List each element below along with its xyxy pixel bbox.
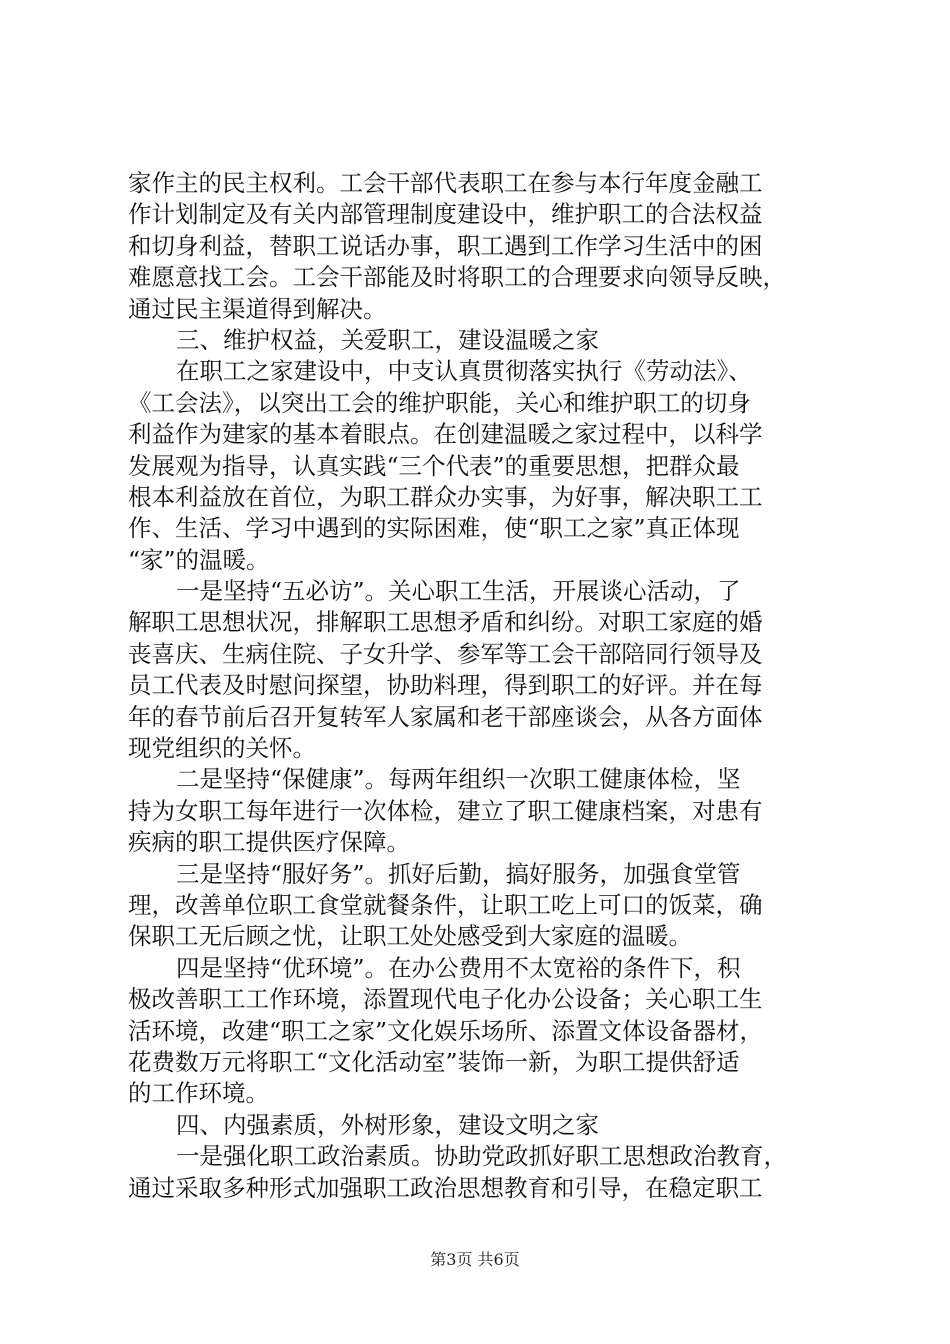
text-line: 和切身利益，替职工说话办事，职工遇到工作学习生活中的困 — [128, 231, 763, 260]
text-line: 年的春节前后召开复转军人家属和老干部座谈会，从各方面体 — [128, 702, 763, 731]
text-line: 《工会法》，以突出工会的维护职能，关心和维护职工的切身 — [128, 388, 751, 417]
text-line: 持为女职工每年进行一次体检，建立了职工健康档案，对患有 — [128, 796, 763, 825]
text-line: 在职工之家建设中，中支认真贯彻落实执行《劳动法》、 — [176, 357, 752, 386]
text-line: 一是坚持“五必访”。关心职工生活，开展谈心活动，了 — [176, 577, 741, 606]
text-line: 家作主的民主权利。工会干部代表职工在参与本行年度金融工 — [128, 169, 763, 197]
page-number: 第3页 共6页 — [430, 1250, 520, 1269]
body-text — [128, 168, 838, 1204]
text-line: 花费数万元将职工“文化活动室”装饰一新，为职工提供舒适 — [128, 1047, 740, 1076]
text-line: 根本利益放在首位，为职工群众办实事，为好事，解决职工工 — [128, 482, 763, 511]
text-line: 发展观为指导，认真实践“三个代表”的重要思想，把群众最 — [128, 451, 740, 480]
text-line: 解职工思想状况，排解职工思想矛盾和纠纷。对职工家庭的婚 — [128, 608, 763, 637]
text-line: 疾病的职工提供医疗保障。 — [128, 828, 410, 857]
section-heading: 三、维护权益，关爱职工，建设温暖之家 — [176, 325, 599, 354]
text-line: 通过采取多种形式加强职工政治思想教育和引导，在稳定职工 — [128, 1173, 763, 1202]
text-line: 员工代表及时慰问探望，协助料理，得到职工的好评。并在每 — [128, 671, 763, 700]
text-line: 极改善职工工作环境，添置现代电子化办公设备；关心职工生 — [128, 985, 763, 1014]
text-line: 难愿意找工会。工会干部能及时将职工的合理要求向领导反映， — [128, 263, 786, 292]
text-line: 利益作为建家的基本着眼点。在创建温暖之家过程中，以科学 — [128, 420, 763, 449]
text-line: 理，改善单位职工食堂就餐条件，让职工吃上可口的饭菜，确 — [128, 890, 763, 919]
text-line: 的工作环境。 — [128, 1079, 269, 1108]
text-line: 二是坚持“保健康”。每两年组织一次职工健康体检，坚 — [176, 765, 741, 794]
text-line: 现党组织的关怀。 — [128, 734, 316, 763]
text-line: 丧喜庆、生病住院、子女升学、参军等工会干部陪同行领导及 — [128, 639, 763, 668]
text-line: 保职工无后顾之忧，让职工处处感受到大家庭的温暖。 — [128, 922, 692, 951]
section-heading: 四、内强素质，外树形象，建设文明之家 — [176, 1110, 599, 1139]
text-line: 活环境，改建“职工之家”文化娱乐场所、添置文体设备器材， — [128, 1016, 764, 1045]
text-line: “家”的温暖。 — [128, 545, 270, 574]
text-line: 三是坚持“服好务”。抓好后勤，搞好服务，加强食堂管 — [176, 859, 741, 888]
text-line: 作计划制定及有关内部管理制度建设中，维护职工的合法权益 — [128, 200, 763, 229]
text-line: 作、生活、学习中遇到的实际困难，使“职工之家”真正体现 — [128, 514, 740, 543]
text-line: 四是坚持“优环境”。在办公费用不太宽裕的条件下，积 — [176, 953, 741, 982]
page-footer — [0, 1250, 950, 1270]
text-line: 一是强化职工政治素质。协助党政抓好职工思想政治教育， — [176, 1142, 787, 1171]
text-line: 通过民主渠道得到解决。 — [128, 294, 387, 323]
